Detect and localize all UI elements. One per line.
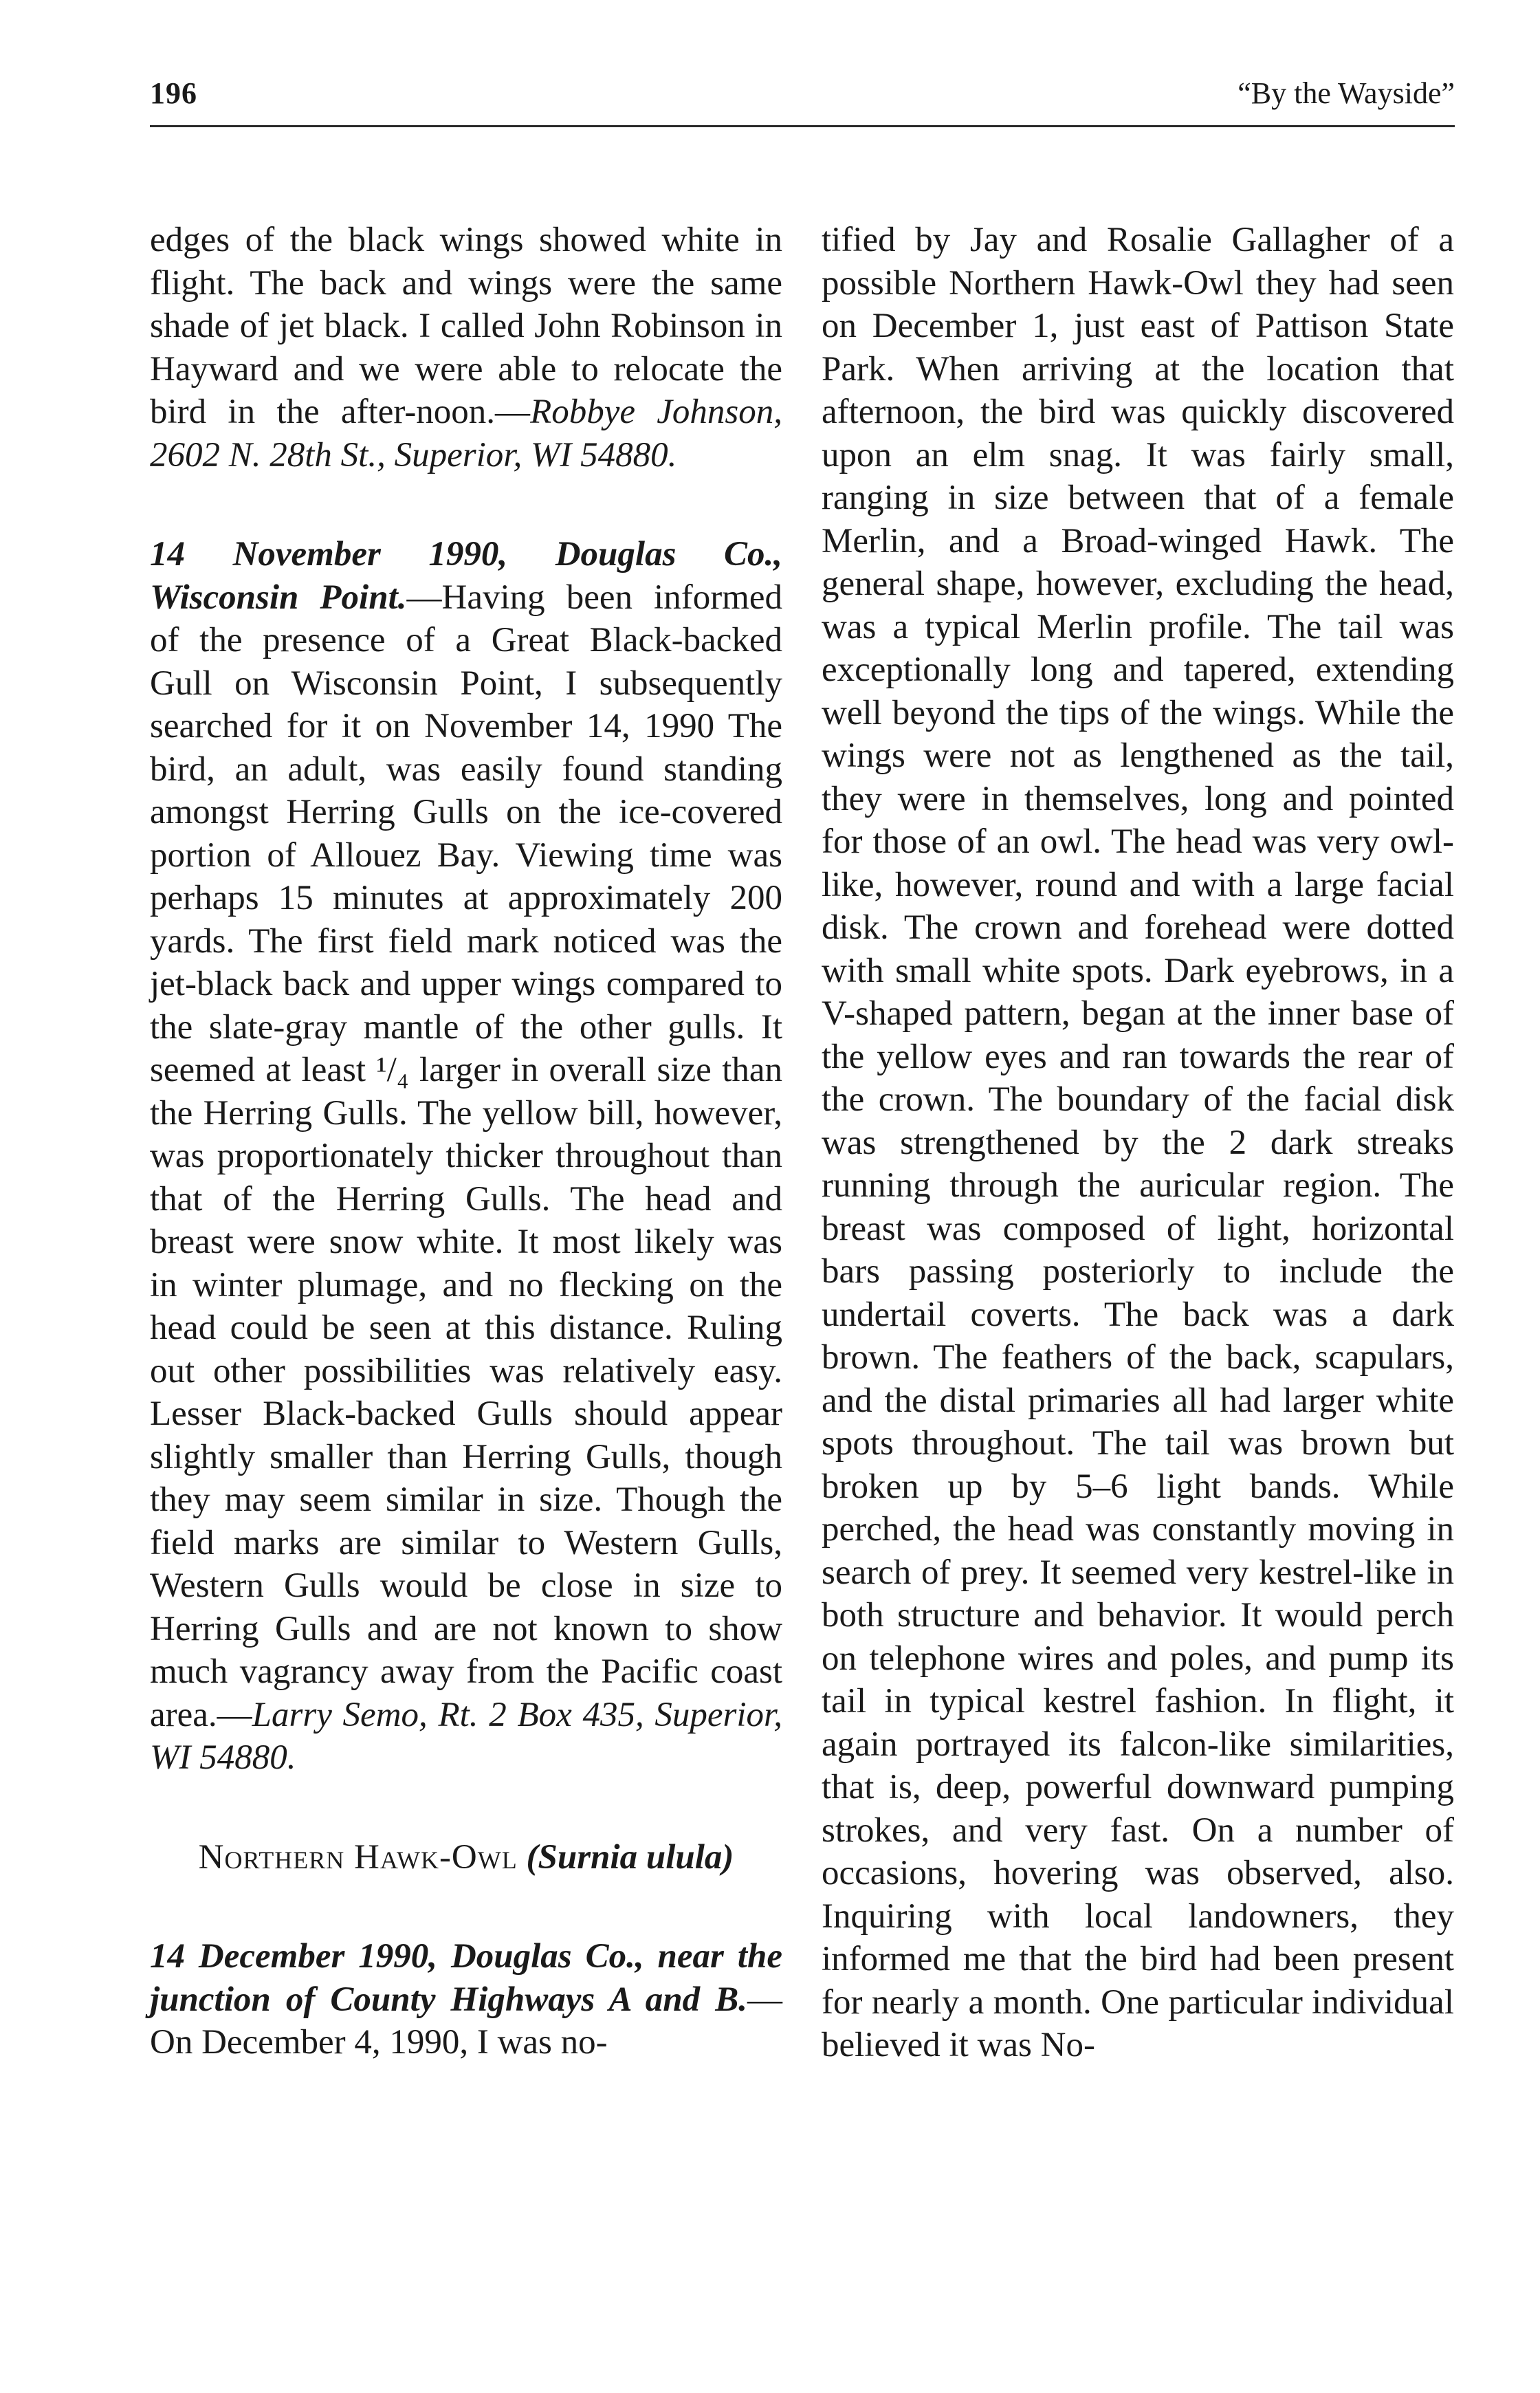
entry-gull-date: 14 November 1990, Douglas Co., Wisconsin Point. [150, 535, 782, 617]
entry-gull-signature: Larry Semo, Rt. 2 Box 435, Superior, WI 54880. [150, 1695, 782, 1777]
page-header [150, 66, 1455, 127]
left-column [150, 219, 782, 2064]
page-number: 196 [150, 76, 197, 110]
paragraph-1 [150, 219, 782, 477]
species-latin-name: (Surnia ulula) [526, 1837, 734, 1877]
paragraph-1-signature: Robbye Johnson, 2602 N. 28th St., Superior, WI 54880. [150, 393, 782, 474]
right-column-text: tified by Jay and Rosalie Gallagher of a possible Northern Hawk-Owl they had seen on December 1, just east of Pattison State Park. When arriving at the location that afternoon, the bird was quickly discovered upon an elm snag. It was fairly small, ranging in size between that of a female Merlin, and a Broad-winged Hawk. The general shape, however, excluding the head, was a typical Merlin profile. The tail was exceptionally long and tapered, extending well beyond the tips of the wings. While the wings were not as lengthened as the tail, they were in themselves, long and pointed for those of an owl. The head was very owl-like, however, round and with a large facial disk. The crown and forehead were dotted with small white spots. Dark eyebrows, in a V-shaped pattern, began at the inner base of the yellow eyes and ran towards the rear of the crown. The boundary of the facial disk was strengthened by the 2 dark streaks running through the auricular region. The breast was composed of light, horizontal bars passing posteriorly to include the undertail coverts. The back was a dark brown. The feathers of the back, scapulars, and the distal primaries all had larger white spots throughout. The tail was brown but broken up by 5–6 light bands. While perched, the head was constantly moving in search of prey. It seemed very kestrel-like in both structure and behavior. It would perch on telephone wires and poles, and pump its tail in typical kestrel fashion. In flight, it again portrayed its falcon-like similarities, that is, deep, powerful downward pumping strokes, and very fast. On a number of occasions, hovering was observed, also. Inquiring with local landowners, they informed me that the bird had been present for nearly a month. One particular individual believed it was No- [822, 221, 1454, 2064]
entry-hawk-owl [150, 1935, 782, 2064]
entry-hawk-owl-date: 14 December 1990, Douglas Co., near the junction of County Highways A and B. [150, 1937, 782, 2019]
entry-gull [150, 533, 782, 1780]
right-column [822, 219, 1454, 2067]
paragraph-1-text: edges of the black wings showed white in flight. The back and wings were the same shade of jet black. I called John Robinson in Hayward and we were able to relocate the bird in the after-noon.— [150, 221, 782, 431]
species-heading [150, 1836, 782, 1879]
entry-hawk-owl-text: —On December 4, 1990, I was no- [150, 1980, 782, 2062]
entry-gull-text: —Having been informed of the presence of a Great Black-backed Gull on Wisconsin Point, I subsequently searched for it on November 14, 1990 The bird, an adult, was easily found standing amongst Herring Gulls on the ice-covered portion of Allouez Bay. Viewing time was perhaps 15 minutes at approximately 200 yards. The first field mark noticed was the jet-black back and upper wings compared to the slate-gray mantle of the other gulls. It seemed at least ¹/₄ larger in overall size than the Herring Gulls. The yellow bill, however, was proportionately thicker throughout than that of the Herring Gulls. The head and breast were snow white. It most likely was in winter plumage, and no flecking on the head could be seen at this distance. Ruling out other possibilities was relatively easy. Lesser Black-backed Gulls should appear slightly smaller than Herring Gulls, though they may seem similar in size. Though the field marks are similar to Western Gulls, Western Gulls would be close in size to Herring Gulls and are not known to show much vagrancy away from the Pacific coast area.— [150, 578, 782, 1734]
species-common-name: Northern Hawk-Owl [198, 1837, 518, 1877]
running-head: “By the Wayside” [1238, 76, 1455, 110]
